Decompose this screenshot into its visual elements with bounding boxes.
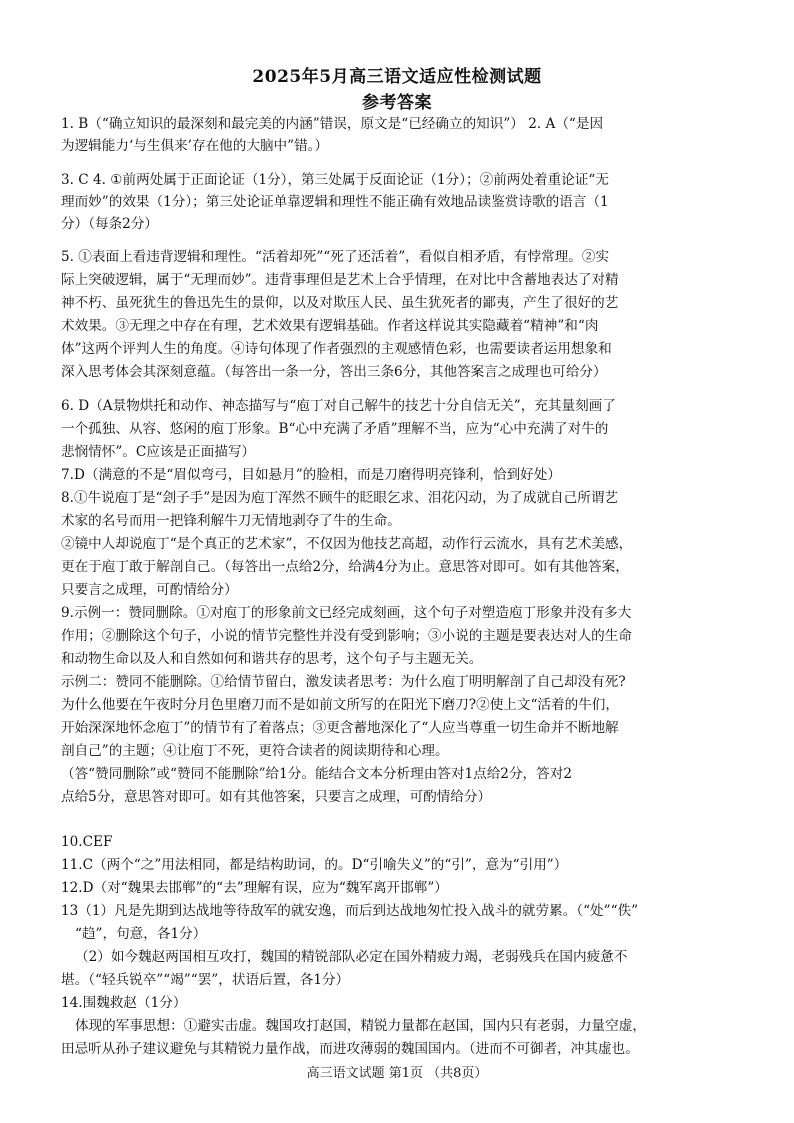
answer-line: 开始深深地怀念庖丁”的情节有了着落点；③更含蓄地深化了“人应当尊重一切生命并不断地解 [61,720,619,736]
answer-line: 12.D（对“魏果去邯郸”的“去”理解有误，应为“魏军离开邯郸”） [61,880,448,896]
answer-line: 13（1）凡是先期到达战地等待敌军的就安逸，而后到达战地匆忙投入战斗的就劳累。（“处”“佚” [61,903,639,919]
answer-line: 只要言之成理，可酌情给分） [61,582,238,598]
answer-line: （答“赞同删除”或“赞同不能删除”给1分。能结合文本分析理由答对1点给2分，答对2 [61,766,572,782]
answer-line: 10.CEF [61,834,113,850]
answer-line: “趋”，句意，各1分） [75,926,207,942]
answer-line: 6. D（A景物烘托和动作、神态描写与“庖丁对自己解牛的技艺十分自信无关”，充其量刻画了 [61,398,616,414]
answer-line: 14.围魏救赵（1分） [61,995,187,1011]
answer-line: 体”这两个评判人生的角度。④诗句体现了作者强烈的主观感情色彩，也需要读者运用想象和 [61,341,612,357]
answer-line: （2）如今魏赵两国相互攻打，魏国的精锐部队必定在国外精疲力竭，老弱残兵在国内疲惫不 [75,949,628,965]
answer-line: 一个孤独、从容、悠闲的庖丁形象。B“心中充满了矛盾”理解不当，应为“心中充满了对牛的 [61,421,609,437]
answer-line: 体现的军事思想：①避实击虚。魏国攻打赵国，精锐力量都在赵国，国内只有老弱，力量空虚， [75,1018,646,1034]
answer-line: 9.示例一：赞同删除。①对庖丁的形象前文已经完成刻画，这个句子对塑造庖丁形象并没有多大 [61,605,632,621]
answer-line: 11.C（两个“之”用法相同，都是结构助词，的。D“引喻失义”的“引”，意为“引用”） [61,857,568,873]
answer-line: 堪。（“轻兵锐卒”“竭”“罢”，状语后置，各1分） [61,972,350,988]
answer-line: 7.D（满意的不是“眉似弯弓，目如悬月”的脸相，而是刀磨得明亮锋利，恰到好处） [61,467,561,483]
answer-line: 深入思考体会其深刻意蕴。（每答出一条一分，答出三条6分，其他答案言之成理也可给分） [61,364,607,380]
document-title: 2025年5月高三语文适应性检测试题 [252,67,542,87]
answer-line: 5. ①表面上看违背逻辑和理性。“活着却死”“死了还活着”，看似自相矛盾，有悖常理。②实 [61,249,610,265]
answer-line: 作用；②删除这个句子，小说的情节完整性并没有受到影响；③小说的主题是要表达对人的生命 [61,628,632,644]
answer-line: 分）（每条2分） [61,216,159,232]
answer-line: 3. C 4. ①前两处属于正面论证（1分），第三处属于反面论证（1分）；②前两处着重论证“无 [61,172,609,188]
answer-line: 点给5分，意思答对即可。如有其他答案，只要言之成理，可酌情给分） [61,789,492,805]
answer-line: 1. B（“确立知识的最深刻和最完美的内涵”错误，原文是“已经确立的知识”） 2. A（“是因 [61,116,604,132]
page-footer: 高三语文试题 第1页 （共8页） [306,1066,488,1081]
answer-line: 术效果。③无理之中存在有理，艺术效果有逻辑基础。作者这样说其实隐藏着“精神”和“肉 [61,318,599,334]
answer-line: 理而妙”的效果（1分）；第三处论证单靠逻辑和理性不能正确有效地品读鉴赏诗歌的语言（1 [61,194,609,210]
answer-line: 和动物生命以及人和自然如何和谐共存的思考，这个句子与主题无关。 [61,651,483,667]
answer-line: 剖自己”的主题；④让庖丁不死，更符合读者的阅读期待和心理。 [61,743,449,759]
answer-line: 田忌听从孙子建议避免与其精锐力量作战，而进攻薄弱的魏国国内。（进而不可御者，冲其虚也。 [61,1041,639,1057]
answer-line: ②镜中人却说庖丁“是个真正的艺术家”，不仅因为他技艺高超，动作行云流水，具有艺术美感， [61,536,633,552]
answer-line: 更在于庖丁敢于解剖自己。（每答出一点给2分，给满4分为止。意思答对即可。如有其他答案， [61,559,629,575]
answer-line: 际上突破逻辑，属于“无理而妙”。违背事理但是艺术上合乎情理，在对比中含蓄地表达了对精 [61,272,619,288]
answer-line: 示例二：赞同不能删除。①给情节留白，激发读者思考：为什么庖丁明明解剖了自己却没有死? [61,674,626,690]
answer-line: 悲悯情怀”。C应该是正面描写） [61,444,256,460]
answer-line: 8.①牛说庖丁是“刽子手”是因为庖丁浑然不顾牛的眨眼乞求、泪花闪动，为了成就自己所谓艺 [61,490,619,506]
answer-line: 为逻辑能力‘与生俱来’存在他的大脑中”错。） [61,138,329,154]
answer-line: 为什么他要在午夜时分月色里磨刀而不是如前文所写的在阳光下磨刀?②使上文“活着的牛们， [61,697,619,713]
answer-line: 术家的名号而用一把锋利解牛刀无情地剥夺了牛的生命。 [61,513,401,529]
answer-line: 神不朽、虽死犹生的鲁迅先生的景仰，以及对欺压人民、虽生犹死者的鄙夷，产生了很好的艺 [61,295,619,311]
document-subtitle: 参考答案 [362,93,432,113]
